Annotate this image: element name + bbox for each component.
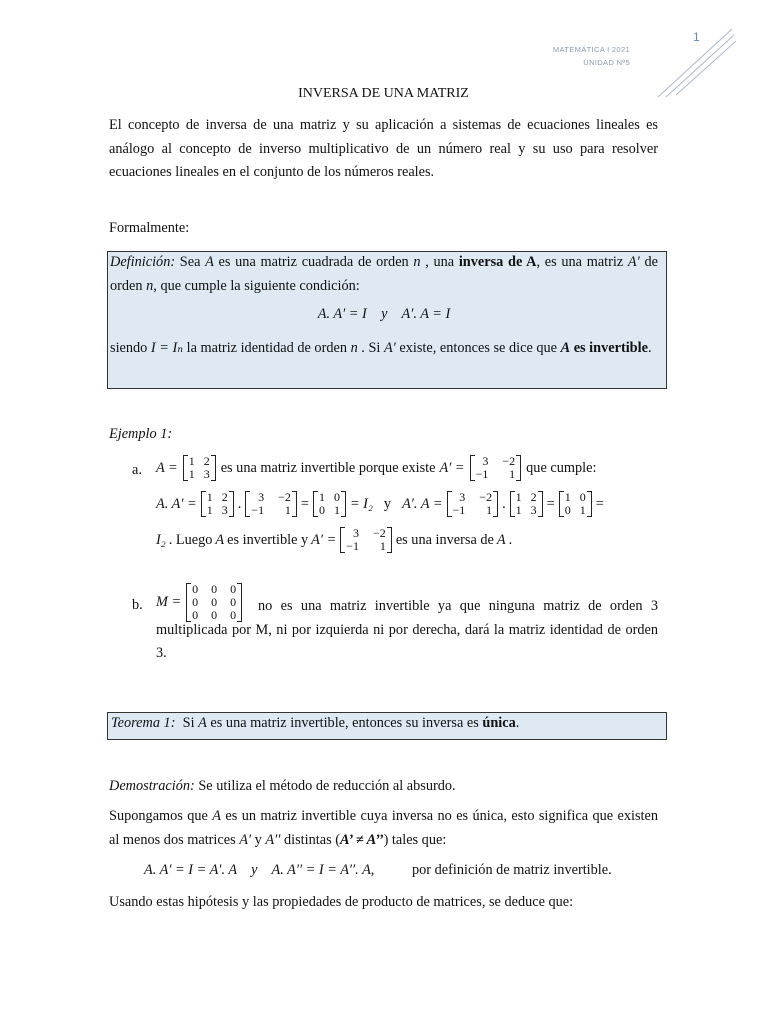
- example-a-line3: I₂ . Luego A es invertible y A′ = 3 −2 −1 1 es una inversa de A .: [156, 526, 513, 553]
- page-title: INVERSA DE UNA MATRIZ: [298, 86, 469, 101]
- example-a-line2: A. A′ = 1 2 1 3 . 3 −2 −1 1 = 1 0 0 1 = I₂ y A′. A = 3 −2 −1 1 . 1 2 1 3 = 1 0 0 1 =: [156, 490, 604, 517]
- demo-equation: A. A′ = I = A′. A y A. A′′ = I = A′′. A,: [144, 862, 375, 878]
- intro-paragraph: El concepto de inversa de una matriz y su aplicación a sistemas de ecuaciones lineales es análogo al concepto de inverso multiplicativo de un número real y su uso para resolver ecuaciones lineales en el conjunto de los números reales.: [109, 117, 658, 180]
- matrix-Ap: 3 −2 −1 1: [245, 491, 297, 517]
- definition-text: Definición: Sea A es una matriz cuadrada de orden n , una inversa de A, es una matriz A′ de orden n, que cumple la siguiente condición:: [110, 254, 658, 294]
- matrix-A: 1 2 1 3: [510, 491, 543, 517]
- definition-bold: inversa de A: [458, 254, 537, 270]
- matrix-Ap: 3 −2 −1 1: [340, 527, 392, 553]
- definition-label: Definición:: [110, 254, 176, 270]
- example-b-marker: b.: [132, 597, 143, 613]
- matrix-A: 1 2 1 3: [183, 455, 216, 481]
- demo-equation-note: por definición de matriz invertible.: [412, 862, 612, 878]
- matrix-M: 0 0 0 0 0 0 0 0 0: [186, 583, 242, 622]
- demo-paragraph: Supongamos que A es un matriz invertible cuya inversa no es única, esto significa que existen al menos dos matrices A′ y A′′ distintas (A’ ≠ A’’) tales que:: [109, 808, 658, 848]
- header-decoration: [650, 25, 740, 105]
- course-name: MATEMÁTICA I 2021: [552, 45, 630, 54]
- demo-heading: Demostración: Se utiliza el método de reducción al absurdo.: [109, 778, 456, 794]
- definition-conclusion: siendo I = Iₙ la matriz identidad de orden n . Si A′ existe, entonces se dice que A es invertible.: [110, 340, 652, 356]
- page-number: 1: [693, 30, 700, 44]
- theorem-text: Teorema 1: Si A es una matriz invertible, entonces su inversa es única.: [111, 715, 520, 731]
- definition-equation: A. A′ = I y A′. A = I: [317, 306, 451, 322]
- example-a-line1: A = 1 2 1 3 es una matriz invertible porque existe A′ = 3 −2 −1 1 que cumple:: [156, 454, 597, 481]
- matrix-Ap: 3 −2 −1 1: [470, 455, 522, 481]
- example-b-text: no es una matriz invertible ya que ninguna matriz de orden 3 multiplicada por M, ni por izquierda ni por derecha, dará la matriz identidad de orden 3.: [156, 598, 658, 661]
- example1-label: Ejemplo 1:: [109, 426, 173, 442]
- theorem-label: Teorema 1:: [111, 715, 176, 731]
- unit-label: UNIDAD Nº5: [583, 58, 630, 67]
- formalmente-label: Formalmente:: [109, 220, 190, 236]
- matrix-I: 1 0 0 1: [559, 491, 592, 517]
- matrix-A: 1 2 1 3: [201, 491, 234, 517]
- matrix-Ap: 3 −2 −1 1: [447, 491, 499, 517]
- demo-final: Usando estas hipótesis y las propiedades de producto de matrices, se deduce que:: [109, 894, 574, 910]
- example-a-marker: a.: [132, 462, 142, 478]
- course-header: [520, 43, 630, 69]
- matrix-I: 1 0 0 1: [313, 491, 346, 517]
- example-b-matrix: M = 0 0 0 0 0 0 0 0 0: [156, 583, 243, 622]
